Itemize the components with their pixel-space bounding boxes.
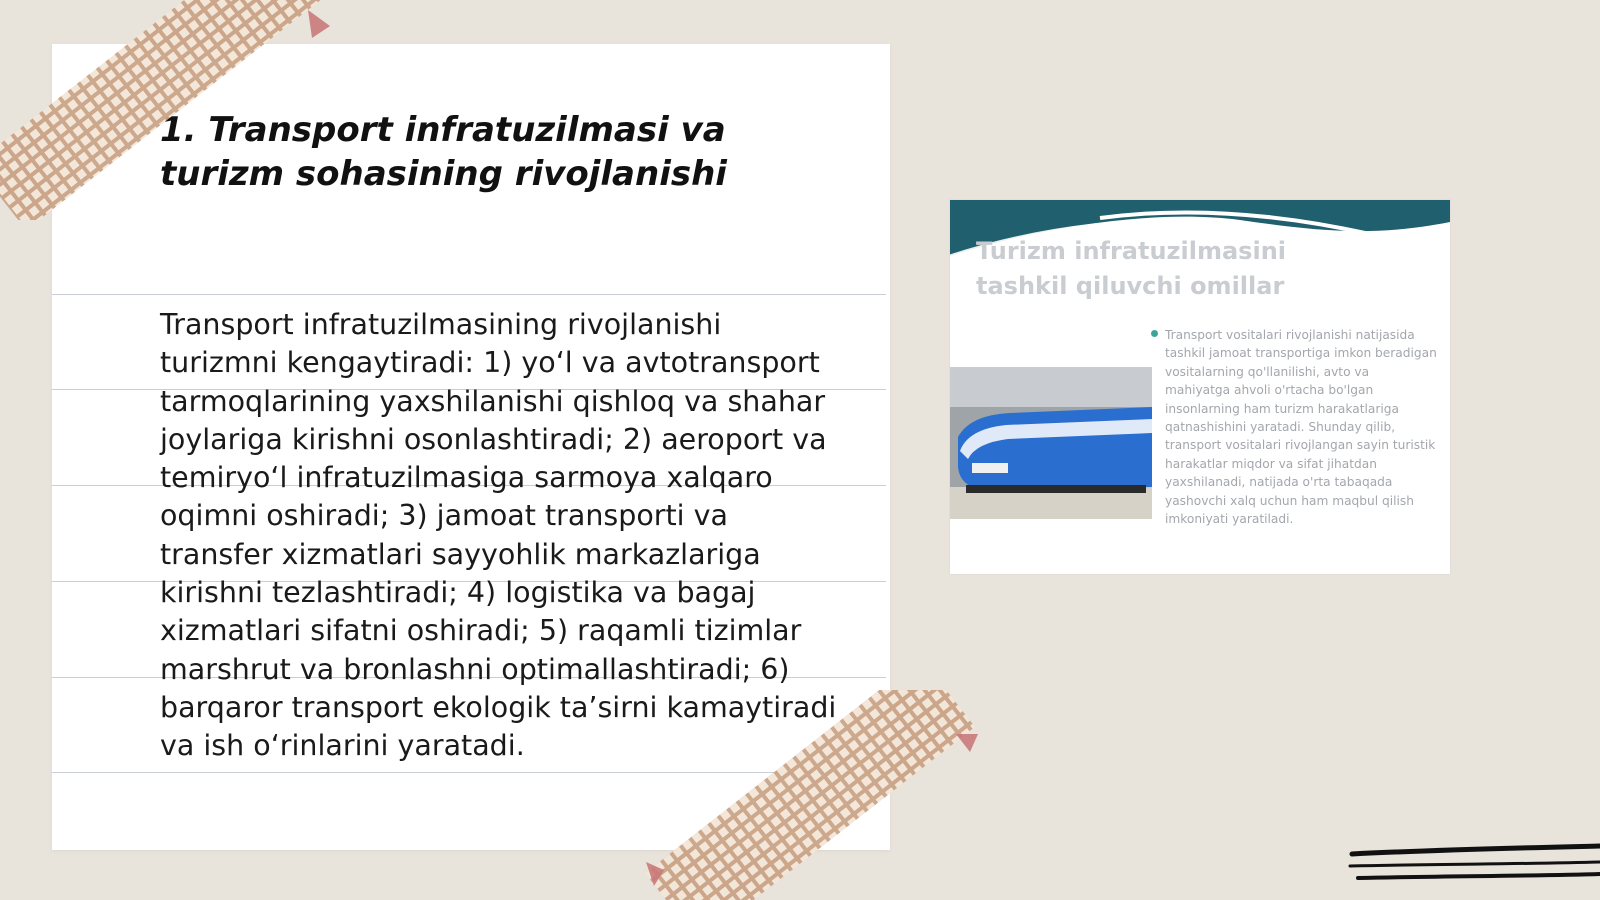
thumbnail-text: Transport vositalari rivojlanishi natijasida tashkil jamoat transportiga imkon beradigan vositalarning qo'llanilishi, avto va mahiyatga ahvoli o'rtacha bo'lgan insonlarning ham turizm harakatlariga qatnashishini yaratadi. Shunday qilib, transport vositalari rivojlangan sayin turistik harakatlar miqdor va sifat jihatdan yaxshilanadi, natijada o'rta tabaqada yashovchi xalq uchun ham maqbul qilish imkoniyati yaratiladi. xyxy=(1165,328,1437,527)
brush-strokes xyxy=(1348,840,1600,890)
slide-body-text: Transport infratuzilmasining rivojlanishi turizmni kengaytiradi: 1) yo‘l va avtotransport tarmoqlarining yaxshilanishi qishloq va shahar joylariga kirishni osonlashtiradi; 2) aeroport va temiryo‘l infratuzilmasiga sarmoya xalqaro oqimni oshiradi; 3) jamoat transporti va transfer xizmatlari sayyohlik markazlariga kirishni tezlashtiradi; 4) logistika va bagaj xizmatlari sifatni oshiradi; 5) raqamli tizimlar marshrut va bronlashni optimallashtiradi; 6) barqaror transport ekologik ta’sirni kamaytiradi va ish o‘rinlarini yaratadi. xyxy=(160,308,837,763)
tape-bottom xyxy=(640,690,1000,900)
bullet-icon xyxy=(1151,330,1158,337)
train-photo xyxy=(950,367,1152,519)
ruled-line xyxy=(52,294,886,295)
thumbnail-title: Turizm infratuzilmasini tashkil qiluvchi omillar xyxy=(976,237,1287,300)
slide-title: 1. Transport infratuzilmasi va turizm sohasining rivojlanishi xyxy=(160,110,727,194)
slide-thumbnail xyxy=(950,200,1450,574)
tape-top-left xyxy=(0,0,350,220)
